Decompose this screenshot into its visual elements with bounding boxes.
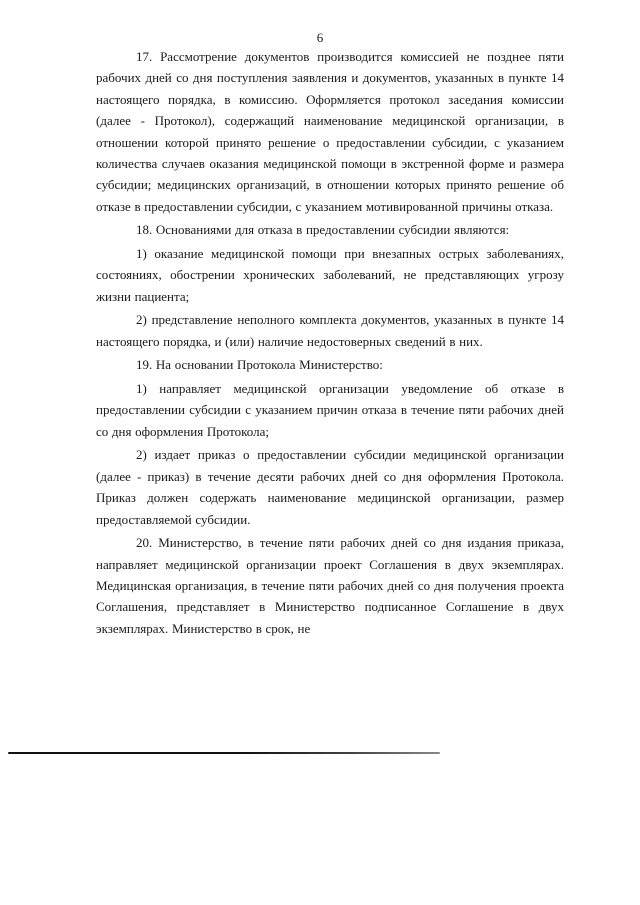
paragraph-19-item-1: 1) направляет медицинской организации уведомление об отказе в предоставлении субсидии с указанием причин отказа в течение пяти рабочих дней со дня оформления Протокола; [96, 381, 564, 439]
paragraph-17: 17. Рассмотрение документов производится комиссией не позднее пяти рабочих дней со дня поступления заявления и документов, указанных в пункте 14 настоящего порядка, в комиссию. Оформляется протокол заседания комиссии (далее - Протокол), содержащий наименование медицинской организации, в отношении которой принято решение о предоставлении субсидии, с указанием количества случаев оказания медицинской помощи в экстренной форме и размера субсидии; медицинских организаций, в отношении которых принято решение об отказе в предоставлении субсидии, с указанием мотивированной причины отказа. [96, 49, 564, 214]
paragraph-18-item-2: 2) представление неполного комплекта документов, указанных в пункте 14 настоящего порядка, и (или) наличие недостоверных сведений в них. [96, 312, 564, 349]
paragraph-19: 19. На основании Протокола Министерство: [136, 357, 383, 373]
paragraph-18: 18. Основаниями для отказа в предоставлении субсидии являются: [136, 222, 510, 238]
footer-divider-line [8, 752, 440, 754]
paragraph-19-item-2: 2) издает приказ о предоставлении субсидии медицинской организации (далее - приказ) в течение десяти рабочих дней со дня оформления Протокола. Приказ должен содержать наименование медицинской организации, размер предоставляемой субсидии. [96, 447, 564, 527]
document-body [96, 46, 564, 641]
paragraph-20: 20. Министерство, в течение пяти рабочих дней со дня издания приказа, направляет медицинской организации проект Соглашения в двух экземплярах. Медицинская организация, в течение пяти рабочих дней со дня получения проекта Соглашения, представляет в Министерство подписанное Соглашение в двух экземплярах. Министерство в срок, не [96, 535, 564, 636]
paragraph-18-item-1: 1) оказание медицинской помощи при внезапных острых заболеваниях, состояниях, обострении хронических заболеваний, не представляющих угрозу жизни пациента; [96, 246, 564, 304]
page-number: 6 [316, 30, 324, 45]
